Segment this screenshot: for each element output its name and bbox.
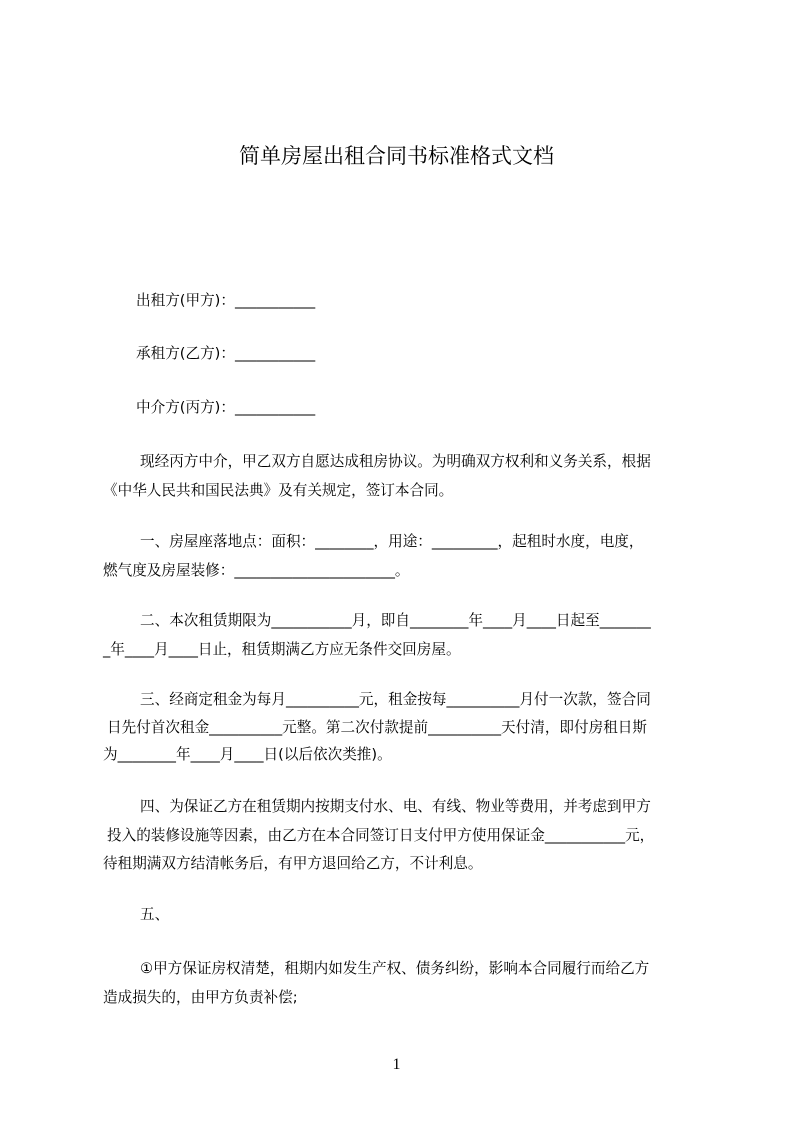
clause-5-heading: 五、 — [140, 906, 170, 923]
clause-3-line-3: 为________年____月____日(以后依次类推)。 — [103, 746, 392, 763]
lessee-line: 承租方(乙方)：___________ — [136, 345, 316, 362]
clause-4-line-2: 投入的装修设施等因素，由乙方在本合同签订日支付甲方使用保证金___________元， — [107, 827, 655, 844]
document-title: 简单房屋出租合同书标准格式文档 — [239, 144, 554, 168]
preamble-line-1: 现经丙方中介，甲乙双方自愿达成租房协议。为明确双方权利和义务关系，根据 — [140, 453, 651, 470]
preamble-line-2: 《中华人民共和国民法典》及有关规定，签订本合同。 — [103, 482, 454, 499]
clause-3-line-2: 日先付首次租金__________元整。第二次付款提前__________天付清，即付房租日斯 — [107, 719, 647, 736]
clause-5-item-1-line-2: 造成损失的，由甲方负责补偿; — [103, 989, 298, 1006]
clause-4-line-1: 四、为保证乙方在租赁期内按期支付水、电、有线、物业等费用，并考虑到甲方 — [140, 798, 651, 815]
intermediary-line: 中介方(丙方)：___________ — [136, 399, 316, 416]
clause-2-line-2: _年____月____日止，租赁期满乙方应无条件交回房屋。 — [103, 641, 461, 658]
clause-2-line-1: 二、本次租赁期限为___________月，即自________年____月____日起至_______ — [140, 612, 651, 629]
clause-1-line-2: 燃气度及房屋装修：______________________。 — [103, 562, 410, 579]
clause-5-item-1-line-1: ①甲方保证房权清楚，租期内如发生产权、债务纠纷，影响本合同履行而给乙方 — [140, 960, 650, 977]
clause-4-line-3: 待租期满双方结清帐务后，有甲方退回给乙方，不计利息。 — [103, 855, 483, 872]
clause-1-line-1: 一、房屋座落地点：面积：________，用途：_________，起租时水度，电度， — [140, 533, 644, 550]
lessor-line: 出租方(甲方)：___________ — [136, 292, 316, 309]
clause-3-line-1: 三、经商定租金为每月__________元，租金按每__________月付一次款，签合同 — [140, 691, 651, 708]
page-number: 1 — [392, 1056, 401, 1073]
